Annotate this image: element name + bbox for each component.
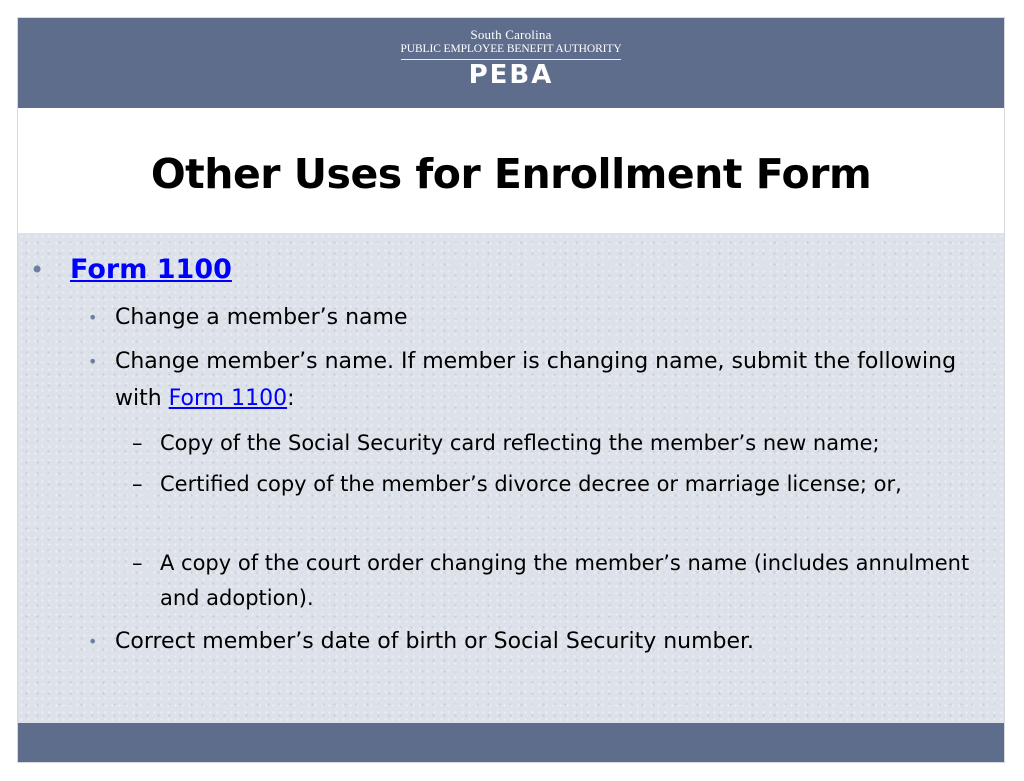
form-1100-link[interactable]: Form 1100 xyxy=(70,254,232,285)
item-suffix: : xyxy=(287,386,295,411)
slide xyxy=(18,18,1004,762)
content-area xyxy=(18,233,1004,723)
list-item-form-1100 xyxy=(30,253,232,287)
dash-icon: – xyxy=(132,472,143,496)
bullet-icon: • xyxy=(88,352,98,371)
sub-item-ss-card xyxy=(132,426,990,461)
form-1100-inline-link[interactable]: Form 1100 xyxy=(168,386,288,411)
sub-item-text: Certified copy of the member’s divorce decree or marriage license; or, xyxy=(160,472,902,496)
bullet-icon: • xyxy=(88,308,98,327)
dash-icon: – xyxy=(132,551,143,575)
dash-icon: – xyxy=(132,431,143,455)
sub-item-text: Copy of the Social Security card reflecting the member’s new name; xyxy=(160,431,880,455)
logo-wordmark: PEBA xyxy=(468,60,554,90)
list-item-correct-dob xyxy=(88,623,985,660)
title-band xyxy=(18,108,1004,233)
sub-item-court-order xyxy=(132,546,990,616)
sub-item-divorce-decree xyxy=(132,467,990,502)
slide-title: Other Uses for Enrollment Form xyxy=(150,150,872,198)
bullet-icon: • xyxy=(30,256,45,284)
peba-logo xyxy=(381,28,641,108)
item-text: Correct member’s date of birth or Social Security number. xyxy=(115,629,755,654)
item-text: Change member’s name. If member is changing name, submit the following with xyxy=(115,349,957,411)
list-item-change-name-docs xyxy=(88,343,985,417)
footer-band xyxy=(18,723,1004,762)
logo-authority-text: PUBLIC EMPLOYEE BENEFIT AUTHORITY xyxy=(400,43,622,55)
sub-item-text: A copy of the court order changing the member’s name (includes annulment and adoption). xyxy=(160,551,970,610)
list-item-change-name xyxy=(88,299,985,336)
header-band xyxy=(18,18,1004,108)
item-text: Change a member’s name xyxy=(115,305,408,330)
logo-state-text: South Carolina xyxy=(470,27,552,42)
bullet-icon: • xyxy=(88,632,98,651)
